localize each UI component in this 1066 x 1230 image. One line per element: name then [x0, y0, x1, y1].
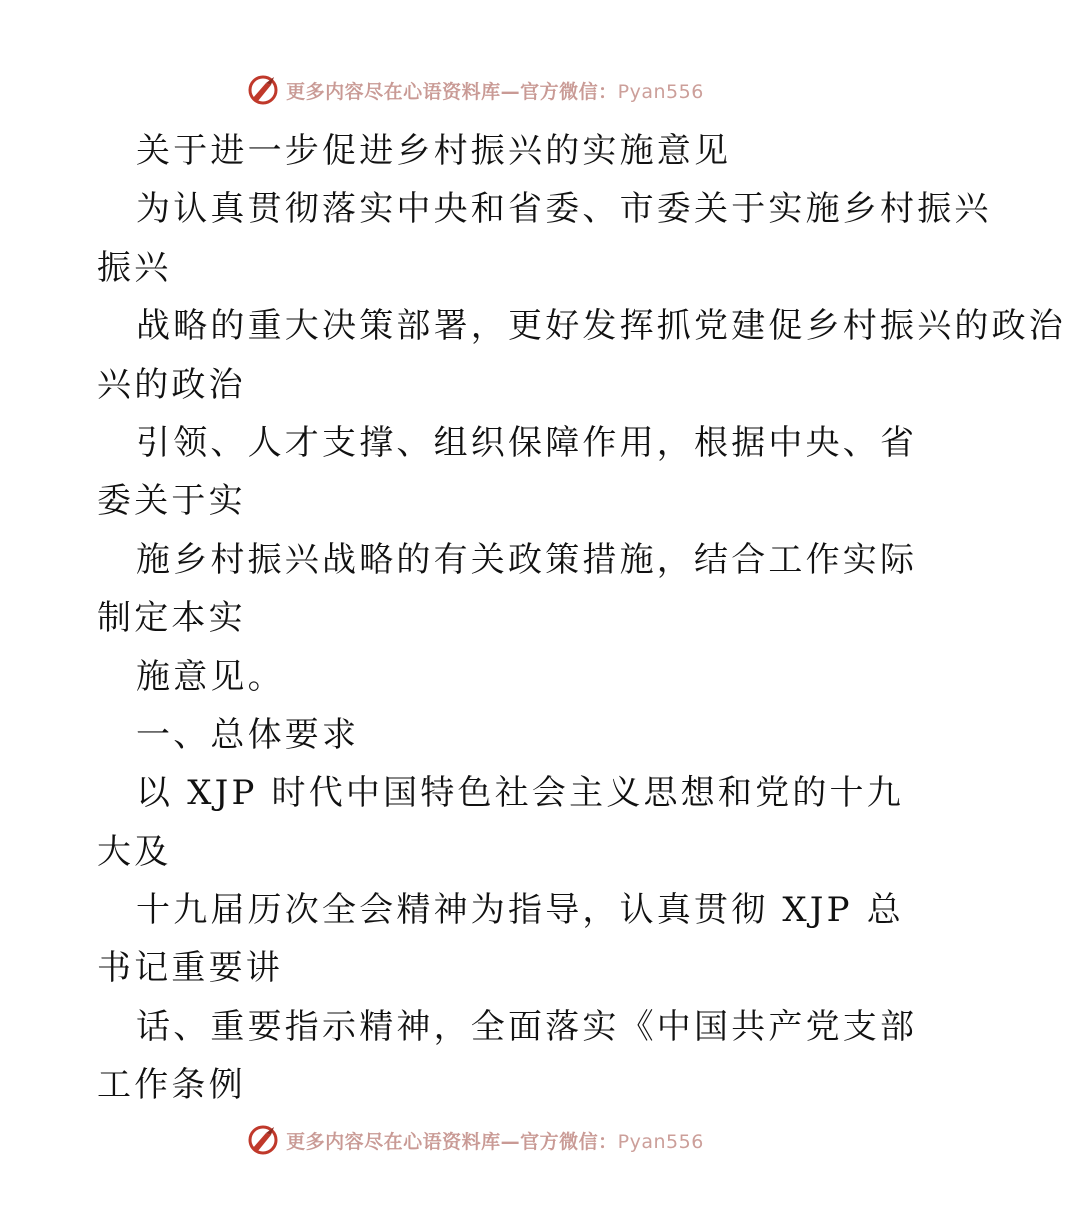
text-line: 大及 — [97, 831, 172, 872]
text-line: 书记重要讲 — [97, 948, 283, 989]
text-line: 战略的重大决策部署，更好发挥抓党建促乡村振兴的政治 — [136, 306, 1066, 347]
text-line: 话、重要指示精神，全面落实《中国共产党支部 — [136, 1006, 918, 1047]
text-line: 施意见。 — [136, 656, 285, 697]
text-line: 委关于实 — [97, 481, 246, 522]
text-line: 引领、人才支撑、组织保障作用，根据中央、省 — [136, 422, 918, 463]
document-body — [97, 122, 1066, 1115]
text-line: 一、总体要求 — [136, 714, 360, 755]
watermark-text: 更多内容尽在心语资料库—官方微信：Pyan556 — [286, 1130, 704, 1153]
text-line: 施乡村振兴战略的有关政策措施，结合工作实际 — [136, 539, 918, 580]
header-watermark — [0, 72, 950, 108]
pen-nib-circle-icon — [246, 1123, 280, 1157]
footer-watermark — [0, 1122, 950, 1158]
text-line: 制定本实 — [97, 598, 246, 639]
text-line: 十九届历次全会精神为指导，认真贯彻 XJP 总 — [136, 890, 904, 931]
text-line: 为认真贯彻落实中央和省委、市委关于实施乡村振兴 — [136, 189, 992, 230]
watermark-wechat-id: Pyan556 — [617, 1130, 704, 1153]
text-line: 以 XJP 时代中国特色社会主义思想和党的十九 — [136, 773, 904, 814]
text-line: 工作条例 — [97, 1065, 246, 1106]
text-line: 兴的政治 — [97, 364, 246, 405]
text-line: 关于进一步促进乡村振兴的实施意见 — [136, 131, 732, 171]
text-line: 振兴 — [97, 247, 172, 288]
pen-nib-circle-icon — [246, 73, 280, 107]
watermark-text: 更多内容尽在心语资料库—官方微信：Pyan556 — [286, 80, 704, 103]
watermark-wechat-id: Pyan556 — [617, 80, 704, 103]
